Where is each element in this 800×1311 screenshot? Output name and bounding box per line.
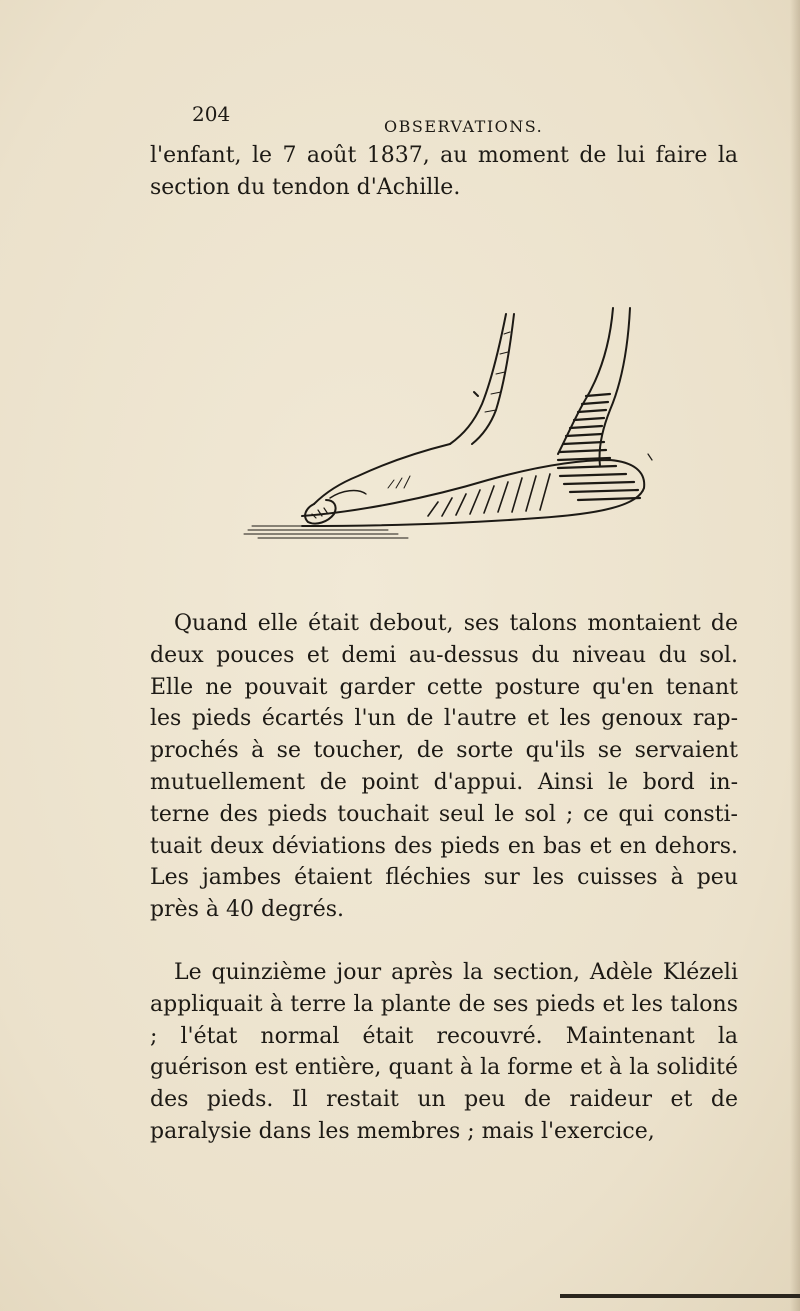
ground-hatching xyxy=(244,526,408,538)
toes-outline xyxy=(305,500,335,524)
foot-engraving-figure xyxy=(238,284,658,544)
foot-sole-outline xyxy=(302,460,644,526)
back-leg-outline xyxy=(558,308,613,454)
running-title: OBSERVATIONS. xyxy=(384,117,544,136)
front-leg-outline xyxy=(450,314,506,444)
paragraph-3: Le quinzième jour après la section, Adèle Klézeli appliquait à terre la plante de ses pieds et les talons ; l'état normal était recouvré. Maintenant la guérison est entière, quant à la forme et à la solidité des pieds. Il restait un peu de raideur et de paralysie dans les membres ; mais l'exercice, xyxy=(150,960,738,1144)
page-edge-shadow xyxy=(790,0,800,1311)
paragraph-1: l'enfant, le 7 août 1837, au moment de lui faire la section du tendon d'Achille. xyxy=(150,143,738,200)
page-header xyxy=(192,104,752,138)
bottom-edge-rule xyxy=(560,1294,800,1298)
paragraph-2: Quand elle était debout, ses talons montaient de deux pouces et demi au-dessus du niveau du sol. Elle ne pouvait garder cette posture qu'en tenant les pieds écartés l'un de l'autre et les genoux rap-prochés à se toucher, de sorte qu'ils se servaient mutuellement de point d'appui. Ainsi le bord in-terne des pieds touchait seul le sol ; ce qui consti-tuait deux déviations des pieds en bas et en dehors. Les jambes étaient fléchies sur les cuisses à peu près à 40 degrés. xyxy=(150,611,738,923)
page-number: 204 xyxy=(192,102,231,126)
